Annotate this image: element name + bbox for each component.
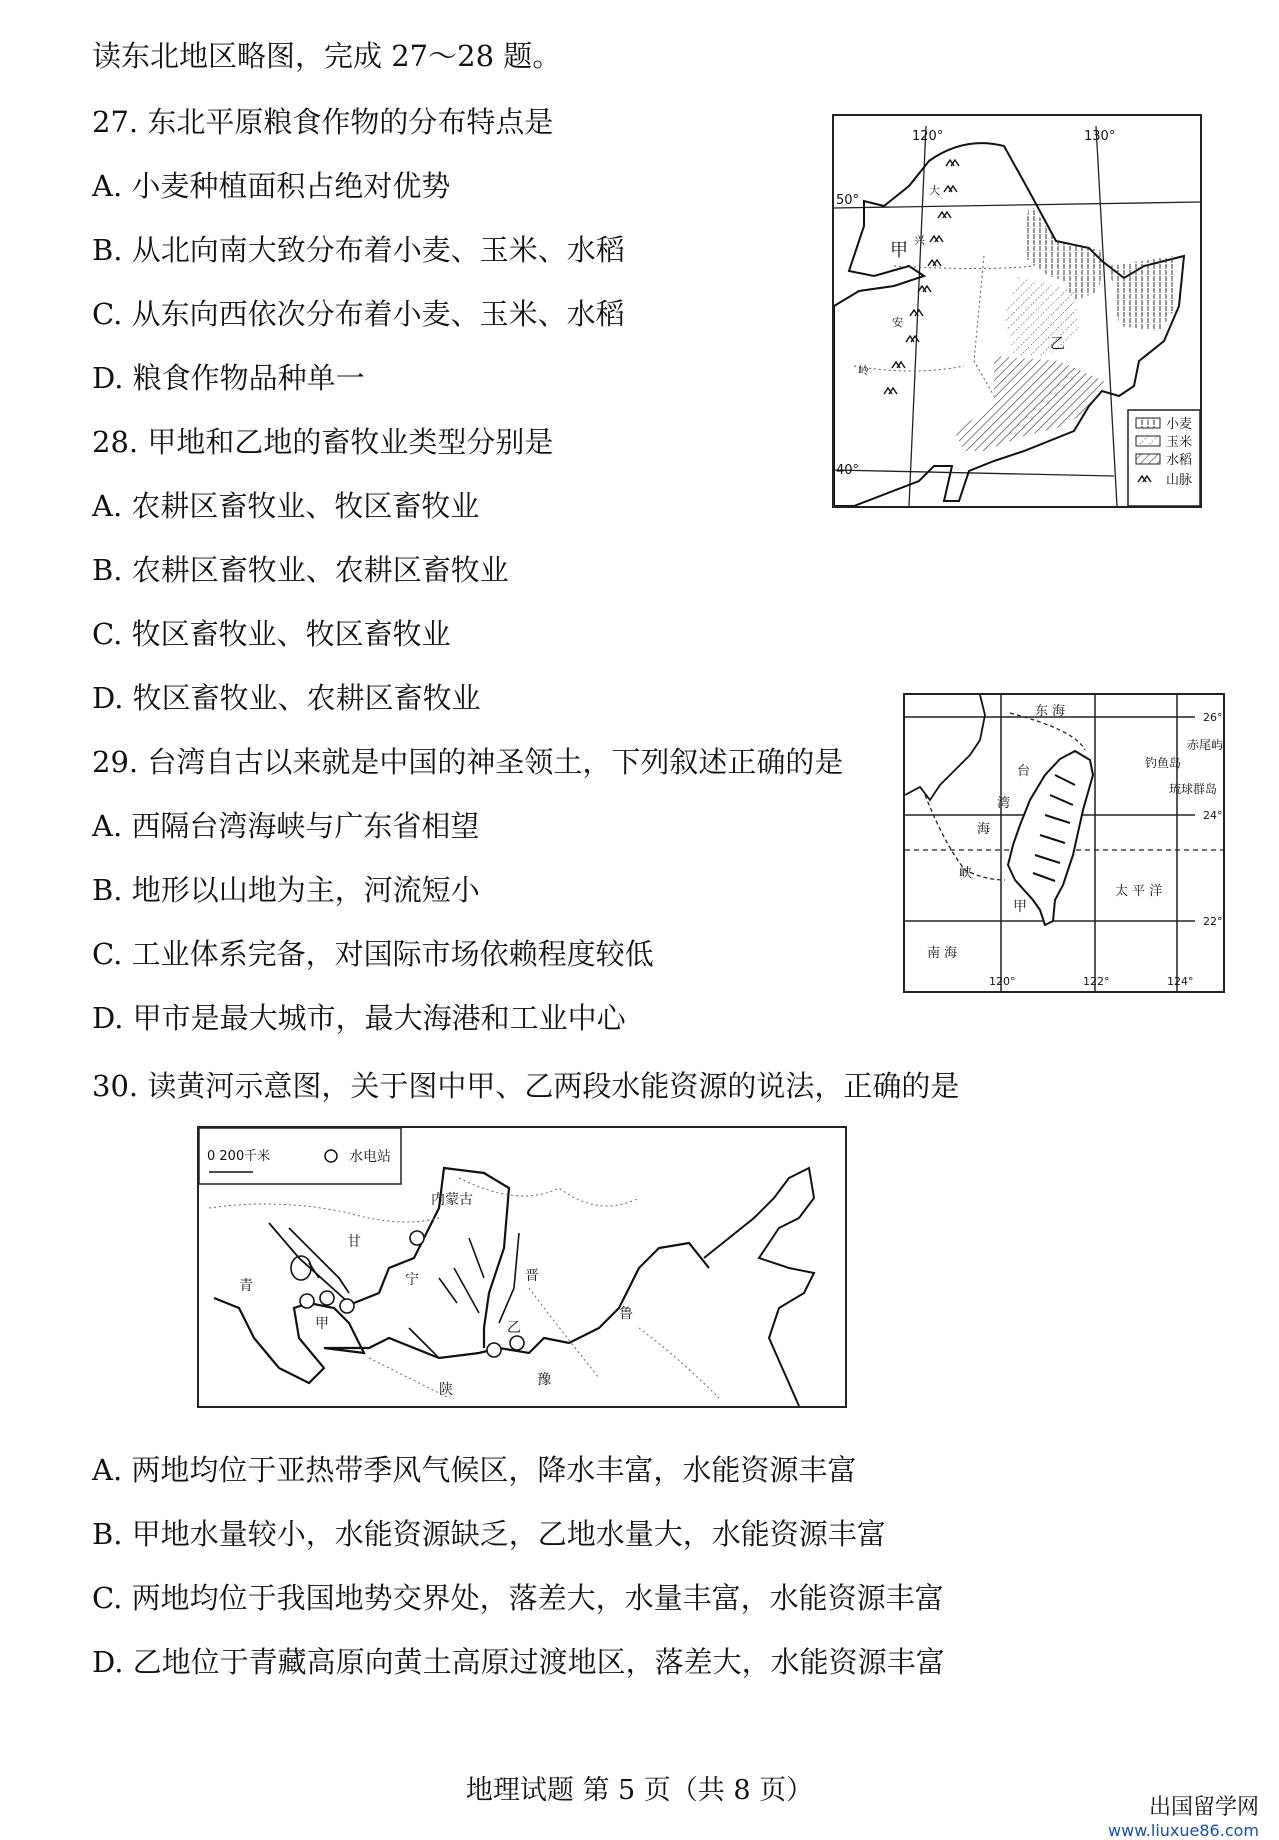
- hydropower-station-icons: [300, 1231, 524, 1357]
- label-xia: 峡: [959, 866, 973, 881]
- label-east-sea: 东 海: [1035, 704, 1066, 719]
- q28-option-c: C. 牧区畜牧业、牧区畜牧业: [92, 617, 451, 651]
- label-pacific: 太 平 洋: [1115, 884, 1163, 899]
- q30-option-d: D. 乙地位于青藏高原向黄土高原过渡地区，落差大，水能资源丰富: [92, 1645, 945, 1679]
- label-neimenggu: 内蒙古: [431, 1192, 473, 1208]
- lon-120-label: 120°: [989, 975, 1016, 988]
- label-liuqiu: 琉球群岛: [1169, 782, 1218, 796]
- page-footer: 地理试题 第 5 页（共 8 页）: [465, 1775, 814, 1806]
- q27-option-d: D. 粮食作物品种单一: [92, 361, 365, 395]
- label-yi: 乙: [507, 1320, 521, 1336]
- q29-option-c: C. 工业体系完备，对国际市场依赖程度较低: [92, 937, 654, 971]
- label-chiwei: 赤尾屿: [1187, 738, 1223, 752]
- label-yu: 豫: [537, 1372, 551, 1388]
- legend-hydropower: 水电站: [349, 1149, 391, 1165]
- legend-wheat: 小麦: [1166, 417, 1193, 432]
- watermark-name: 出国留学网: [1148, 1795, 1259, 1820]
- label-qing: 青: [239, 1278, 253, 1294]
- q28-stem: 28. 甲地和乙地的畜牧业类型分别是: [92, 425, 554, 459]
- label-lu: 鲁: [619, 1306, 633, 1322]
- lat-40-label: 40°: [836, 463, 860, 478]
- legend-corn: 玉米: [1166, 435, 1193, 450]
- label-hai: 海: [977, 822, 991, 837]
- q30-option-b: B. 甲地水量较小，水能资源缺乏，乙地水量大，水能资源丰富: [92, 1517, 886, 1551]
- label-an: 安: [892, 316, 903, 329]
- label-da: 大: [929, 184, 940, 197]
- q28-option-a: A. 农耕区畜牧业、牧区畜牧业: [92, 489, 480, 523]
- watermark-url: www.liuxue86.com: [1108, 1821, 1259, 1840]
- label-ling: 岭: [858, 364, 869, 377]
- label-jin: 晋: [525, 1268, 539, 1284]
- label-ning: 宁: [405, 1272, 419, 1288]
- q29-option-d: D. 甲市是最大城市，最大海港和工业中心: [92, 1001, 626, 1035]
- q30-option-a: A. 两地均位于亚热带季风气候区，降水丰富，水能资源丰富: [92, 1453, 857, 1487]
- q29-stem: 29. 台湾自古以来就是中国的神圣领土，下列叙述正确的是: [92, 745, 844, 779]
- northeast-map: [832, 114, 1202, 508]
- lon-120-label: 120°: [912, 129, 944, 144]
- label-tai: 台: [1017, 764, 1031, 779]
- label-diaoyu: 钓鱼岛: [1145, 756, 1182, 770]
- intro-text: 读东北地区略图，完成 27～28 题。: [92, 39, 562, 73]
- lon-130-label: 130°: [1084, 129, 1116, 144]
- label-jia: 甲: [315, 1316, 329, 1332]
- q28-option-b: B. 农耕区畜牧业、农耕区畜牧业: [92, 553, 509, 587]
- q30-option-c: C. 两地均位于我国地势交界处，落差大，水量丰富，水能资源丰富: [92, 1581, 944, 1615]
- label-jia: 甲: [890, 240, 908, 261]
- lon-124-label: 124°: [1167, 975, 1194, 988]
- lat-24-label: 24°: [1203, 809, 1223, 822]
- watermark: [1108, 1790, 1259, 1840]
- lat-26-label: 26°: [1203, 711, 1223, 724]
- label-south-sea: 南 海: [927, 946, 958, 961]
- lat-22-label: 22°: [1203, 915, 1223, 928]
- q27-option-b: B. 从北向南大致分布着小麦、玉米、水稻: [92, 233, 625, 267]
- scale-bar-label: 0 200千米: [207, 1149, 271, 1164]
- legend-mountain: 山脉: [1166, 473, 1193, 488]
- lon-122-label: 122°: [1083, 975, 1110, 988]
- q27-option-a: A. 小麦种植面积占绝对优势: [92, 169, 451, 203]
- label-yi: 乙: [1050, 334, 1066, 352]
- q29-option-b: B. 地形以山地为主，河流短小: [92, 873, 480, 907]
- label-shaan: 陕: [439, 1382, 453, 1398]
- q30-stem: 30. 读黄河示意图，关于图中甲、乙两段水能资源的说法，正确的是: [92, 1069, 960, 1103]
- q28-option-d: D. 牧区畜牧业、农耕区畜牧业: [92, 681, 481, 715]
- lat-50-label: 50°: [836, 193, 860, 208]
- label-wan: 湾: [997, 796, 1011, 811]
- label-jia: 甲: [1013, 899, 1027, 915]
- label-xing: 兴: [914, 234, 925, 247]
- q29-option-a: A. 西隔台湾海峡与广东省相望: [92, 809, 480, 843]
- legend-rice: 水稻: [1166, 453, 1193, 468]
- hydropower-legend-icon: [325, 1150, 337, 1162]
- taiwan-map: [903, 693, 1225, 993]
- q27-option-c: C. 从东向西依次分布着小麦、玉米、水稻: [92, 297, 625, 331]
- label-gan: 甘: [347, 1234, 361, 1250]
- q27-stem: 27. 东北平原粮食作物的分布特点是: [92, 105, 554, 139]
- yellow-river-map: [197, 1126, 847, 1408]
